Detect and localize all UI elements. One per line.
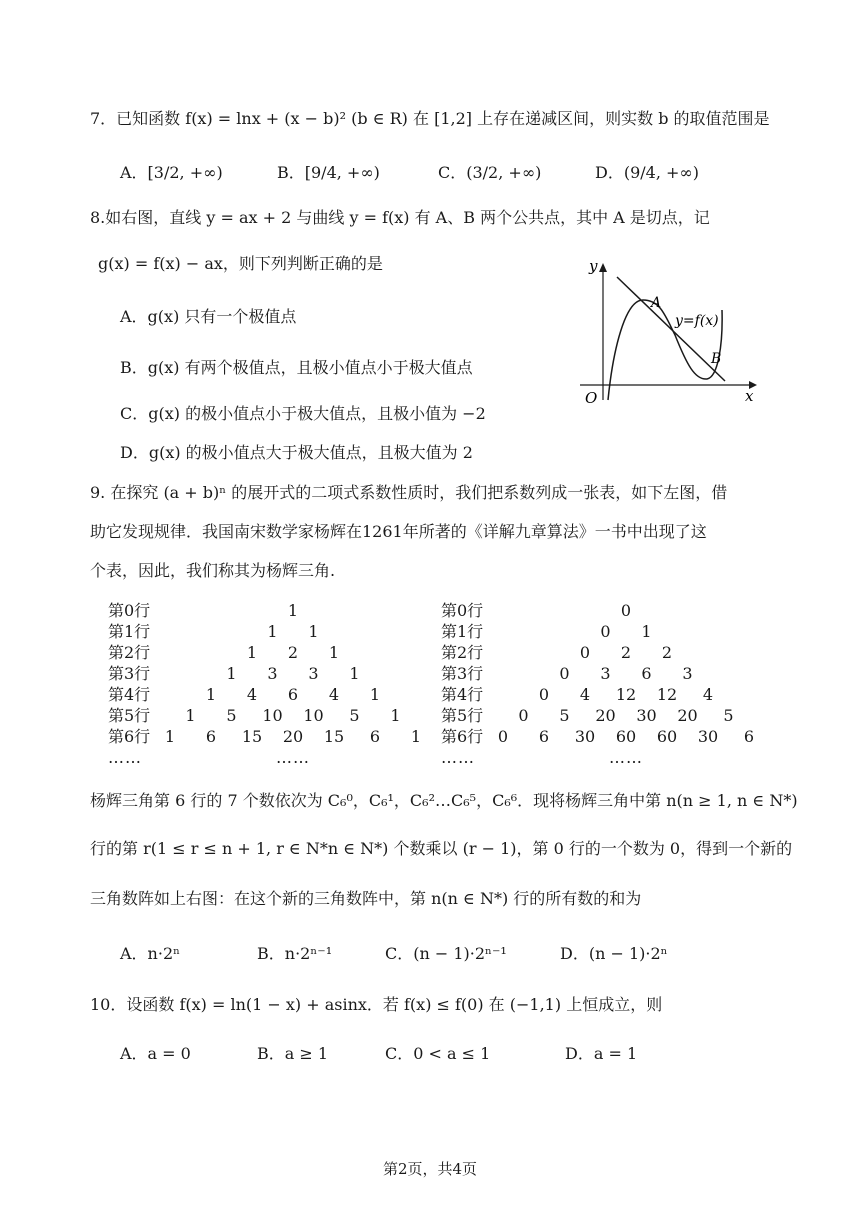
q9-option-c: C．(n − 1)·2ⁿ⁻¹: [385, 944, 507, 963]
row-label: 第5行: [441, 706, 484, 725]
y-axis-label: y: [589, 257, 598, 275]
triangle-number: 2: [620, 643, 632, 662]
point-a-label: A: [651, 295, 662, 311]
q10-option-c: C．0 < a ≤ 1: [385, 1044, 491, 1063]
triangle-number: 5: [226, 706, 237, 725]
q10-option-a: A．a = 0: [120, 1044, 191, 1063]
triangle-number: 0: [518, 706, 529, 725]
q9-option-b: B．n·2ⁿ⁻¹: [257, 944, 333, 963]
q8-stem-line1: 8.如右图，直线 y = ax + 2 与曲线 y = f(x) 有 A、B 两个公共点，其中 A 是切点，记: [90, 208, 710, 227]
triangle-number: 1: [246, 643, 258, 662]
q9-para-line4: 杨辉三角第 6 行的 7 个数依次为 C₆⁰，C₆¹，C₆²…C₆⁵，C₆⁶．现将杨辉三角中第 n(n ≥ 1, n ∈ N*): [90, 791, 798, 810]
triangle-number: 1: [390, 706, 401, 725]
left-triangle-row: [108, 684, 428, 705]
triangle-number: 15: [241, 727, 263, 746]
triangle-number: 6: [287, 685, 299, 704]
left-triangle-ellipsis-row: [108, 747, 428, 768]
triangle-number: 1: [287, 601, 299, 620]
triangle-number: 5: [723, 706, 734, 725]
q8-option-c: C．g(x) 的极小值点小于极大值点，且极小值为 −2: [120, 404, 486, 423]
yanghui-triangle-left: [108, 600, 428, 768]
row-label: 第0行: [108, 601, 151, 620]
triangle-number: 0: [579, 643, 591, 662]
ellipsis: ……: [108, 748, 142, 767]
left-triangle-row: [108, 621, 428, 642]
triangle-number: 0: [620, 601, 632, 620]
point-b-label: B: [711, 351, 722, 367]
curve-label: y=f(x): [675, 313, 719, 329]
triangle-number: 0: [600, 622, 611, 641]
row-label: 第5行: [108, 706, 151, 725]
triangle-number: 6: [538, 727, 550, 746]
right-triangle-row: [441, 663, 761, 684]
triangle-number: 1: [267, 622, 278, 641]
origin-label: O: [585, 389, 598, 405]
row-label: 第4行: [441, 685, 484, 704]
triangle-number: 1: [164, 727, 176, 746]
right-triangle-row: [441, 600, 761, 621]
triangle-number: 60: [615, 727, 637, 746]
triangle-number: 0: [497, 727, 509, 746]
q8-option-b: B．g(x) 有两个极值点，且极小值点小于极大值点: [120, 358, 473, 377]
triangle-number: 20: [282, 727, 304, 746]
q7-option-d: D．(9/4, +∞): [595, 163, 699, 182]
triangle-number: 5: [559, 706, 570, 725]
triangle-number: 3: [308, 664, 319, 683]
triangle-number: 1: [308, 622, 319, 641]
q9-para-line6: 三角数阵如上右图：在这个新的三角数阵中，第 n(n ∈ N*) 行的所有数的和为: [90, 889, 642, 908]
q9-para-line1: 9. 在探究 (a + b)ⁿ 的展开式的二项式系数性质时，我们把系数列成一张表，如下左图，借: [90, 483, 728, 502]
triangle-number: 1: [410, 727, 422, 746]
triangle-number: 6: [205, 727, 217, 746]
row-label: 第2行: [108, 643, 151, 662]
triangle-number: 1: [205, 685, 217, 704]
triangle-number: 2: [287, 643, 299, 662]
x-axis-label: x: [745, 387, 754, 405]
triangle-number: 1: [226, 664, 237, 683]
q9-para-line5: 行的第 r(1 ≤ r ≤ n + 1, r ∈ N*n ∈ N*) 个数乘以 (r − 1)，第 0 行的一个数为 0，得到一个新的: [90, 839, 793, 858]
q8-stem-line2: g(x) = f(x) − ax，则下列判断正确的是: [98, 254, 383, 273]
row-label: 第1行: [108, 622, 151, 641]
q10-option-d: D．a = 1: [565, 1044, 638, 1063]
q8-option-a: A．g(x) 只有一个极值点: [120, 307, 297, 326]
left-triangle-row: [108, 726, 428, 747]
ellipsis: ……: [276, 748, 310, 767]
page-footer: 第2页，共4页: [382, 1160, 478, 1178]
q9-option-d: D．(n − 1)·2ⁿ: [560, 944, 668, 963]
triangle-number: 1: [349, 664, 360, 683]
triangle-number: 10: [262, 706, 283, 725]
triangle-number: 1: [185, 706, 196, 725]
triangle-number: 3: [682, 664, 693, 683]
row-label: 第6行: [441, 727, 484, 746]
q7-option-c: C．(3/2, +∞): [438, 163, 542, 182]
tangent-line: [617, 277, 725, 381]
row-label: 第3行: [441, 664, 484, 683]
triangle-number: 1: [369, 685, 381, 704]
triangle-number: 2: [661, 643, 673, 662]
row-label: 第4行: [108, 685, 151, 704]
triangle-number: 6: [743, 727, 755, 746]
right-triangle-row: [441, 726, 761, 747]
triangle-number: 4: [579, 685, 591, 704]
triangle-number: 4: [246, 685, 258, 704]
right-triangle-row: [441, 642, 761, 663]
left-triangle-row: [108, 663, 428, 684]
triangle-number: 12: [615, 685, 637, 704]
triangle-number: 0: [538, 685, 550, 704]
left-triangle-row: [108, 642, 428, 663]
yanghui-triangle-right: [441, 600, 761, 768]
q8-figure: [575, 255, 765, 405]
triangle-number: 20: [595, 706, 616, 725]
triangle-number: 0: [559, 664, 570, 683]
right-triangle-ellipsis-row: [441, 747, 761, 768]
right-triangle-row: [441, 705, 761, 726]
triangle-number: 10: [303, 706, 324, 725]
right-triangle-row: [441, 621, 761, 642]
triangle-number: 20: [677, 706, 698, 725]
left-triangle-row: [108, 600, 428, 621]
q7-option-b: B．[9/4, +∞): [277, 163, 380, 182]
triangle-number: 6: [641, 664, 652, 683]
row-label: 第2行: [441, 643, 484, 662]
right-triangle-row: [441, 684, 761, 705]
triangle-number: 5: [349, 706, 360, 725]
q10-option-b: B．a ≥ 1: [257, 1044, 329, 1063]
q9-para-line3: 个表，因此，我们称其为杨辉三角.: [90, 561, 336, 580]
triangle-number: 3: [600, 664, 611, 683]
triangle-number: 3: [267, 664, 278, 683]
q10-stem: 10．设函数 f(x) = ln(1 − x) + asinx．若 f(x) ≤ f(0) 在 (−1,1) 上恒成立，则: [90, 995, 663, 1014]
triangle-number: 1: [328, 643, 340, 662]
q9-option-a: A．n·2ⁿ: [120, 944, 181, 963]
q7-stem: 7．已知函数 f(x) = lnx + (x − b)² (b ∈ R) 在 [1,2] 上存在递减区间，则实数 b 的取值范围是: [90, 109, 770, 128]
y-axis-arrow: [599, 263, 607, 272]
triangle-number: 1: [641, 622, 652, 641]
left-triangle-row: [108, 705, 428, 726]
triangle-number: 30: [697, 727, 719, 746]
triangle-number: 30: [636, 706, 657, 725]
ellipsis: ……: [441, 748, 475, 767]
triangle-number: 4: [702, 685, 714, 704]
q9-para-line2: 助它发现规律．我国南宋数学家杨辉在1261年所著的《详解九章算法》一书中出现了这: [90, 522, 707, 541]
triangle-number: 60: [656, 727, 678, 746]
q8-option-d: D．g(x) 的极小值点大于极大值点，且极大值为 2: [120, 443, 473, 462]
triangle-number: 15: [323, 727, 345, 746]
row-label: 第3行: [108, 664, 151, 683]
q7-option-a: A．[3/2, +∞): [120, 163, 223, 182]
row-label: 第0行: [441, 601, 484, 620]
row-label: 第6行: [108, 727, 151, 746]
triangle-number: 12: [656, 685, 678, 704]
row-label: 第1行: [441, 622, 484, 641]
triangle-number: 30: [574, 727, 596, 746]
triangle-number: 4: [328, 685, 340, 704]
ellipsis: ……: [609, 748, 643, 767]
triangle-number: 6: [369, 727, 381, 746]
